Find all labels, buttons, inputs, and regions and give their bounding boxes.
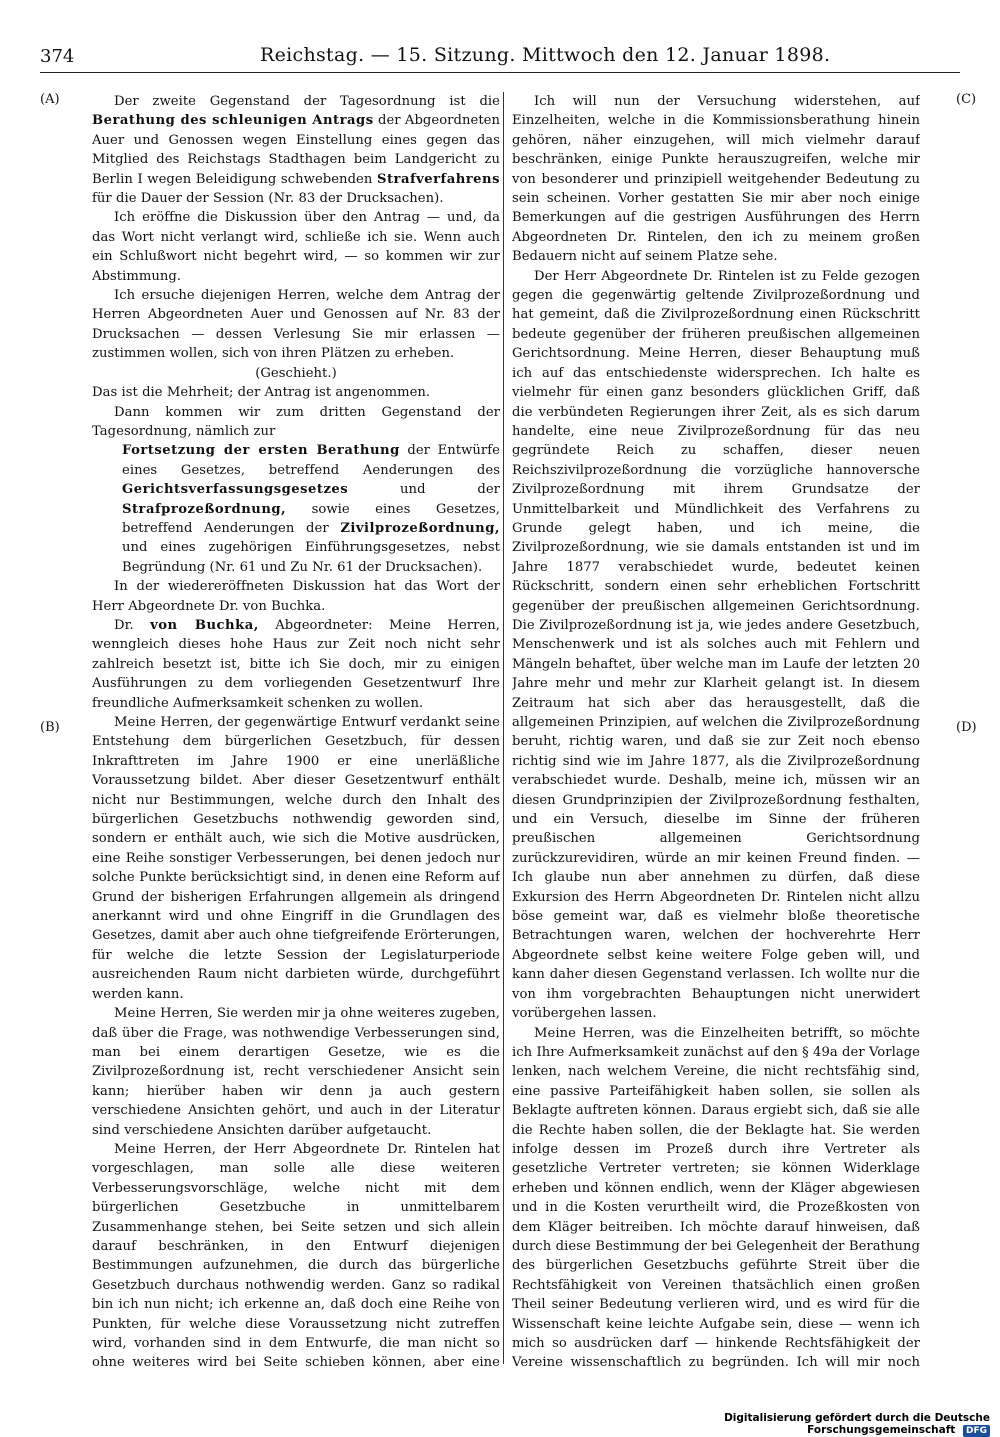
paragraph: Dann kommen wir zum dritten Gegenstand der Tagesordnung, nämlich zur: [92, 404, 500, 439]
right-column: [512, 92, 920, 1372]
paragraph: In der wiedereröffneten Diskussion hat das Wort der Herr Abgeordnete Dr. von Buchka.: [92, 579, 500, 614]
margin-marker-d: (D): [956, 720, 977, 735]
paragraph: Meine Herren, der gegenwärtige Entwurf verdankt seine Entstehung dem bürgerlichen Gesetzbuch, für dessen Inkrafttreten im Jahre 1900 er eine unerläßliche Voraussetzung bildet. Aber dieser Gesetzentwurf enthält nicht nur Bestimmungen, welche durch den Inhalt des bürgerlichen Gesetzbuchs nothwendig geworden sind, sondern er enthält auch, wie sich die Motive ausdrücken, eine Reihe sonstiger Verbesserungen, bei denen jedoch nur solche Punkte berücksichtigt sind, in denen eine Reform auf Grund der bisherigen Erfahrungen allgemein als dringend anerkannt wird und ohne Eingriff in die Grundlagen des Gesetzes, damit aber auch ohne tiefgreifende Erörterungen, für welche die letzte Session der Legislaturperiode ausreichenden Raum nicht darbieten würde, durchgeführt werden kann.: [92, 715, 500, 1002]
footer-credit: [600, 1412, 990, 1437]
paragraph: Ich eröffne die Diskussion über den Antrag — und, da das Wort nicht verlangt wird, schließe ich sie. Wenn auch ein Schlußwort nicht begehrt wird, — so kommen wir zur Abstimmung.: [92, 210, 500, 284]
paragraph: Der zweite Gegenstand der Tagesordnung ist die Berathung des schleunigen Antrags der Abgeordneten Auer und Genossen wegen Einstellung eines gegen das Mitglied des Reichstags Stadthagen beim Landgericht zu Berlin I wegen Beleidigung schwebenden Strafverfahrens für die Dauer der Session (Nr. 83 der Drucksachen).: [92, 94, 500, 207]
paragraph: Ich ersuche diejenigen Herren, welche dem Antrag der Herren Abgeordneten Auer und Genossen auf Nr. 83 der Drucksachen — dessen Verlesung Sie mir erlassen — zustimmen wollen, sich von ihren Plätzen zu erheben.: [92, 288, 500, 362]
running-title: Reichstag. — 15. Sitzung. Mittwoch den 12. Januar 1898.: [260, 44, 831, 66]
agenda-item: Fortsetzung der ersten Berathung der Entwürfe eines Gesetzes, betreffend Aenderungen des Gerichtsverfassungsgesetzes und der Strafprozeßordnung, sowie eines Gesetzes, betreffend Aenderungen der Zivilprozeßordnung, und eines zugehörigen Einführungsgesetzes, nebst Begründung (Nr. 61 und Zu Nr. 61 der Drucksachen).: [122, 443, 500, 575]
margin-marker-a: (A): [40, 92, 60, 107]
page-number: 374: [40, 46, 75, 67]
stage-direction: (Geschieht.): [255, 365, 337, 381]
dfg-logo: DFG: [963, 1425, 990, 1437]
page-header: [40, 40, 960, 73]
margin-marker-c: (C): [956, 92, 977, 107]
left-column: [92, 92, 500, 1372]
paragraph: Meine Herren, was die Einzelheiten betrifft, so möchte ich Ihre Aufmerksamkeit zunächst auf den § 49a der Vorlage lenken, nach welchem Vereine, die nicht rechtsfähig sind, eine passive Parteifähigkeit haben sollen, sie sollen als Beklagte auftreten können. Daraus ergiebt sich, daß sie alle die Rechte haben sollen, die der Beklagte hat. Sie werden infolge dessen im Prozeß durch ihre Vertreter als gesetzliche Vertreter vertreten; sie können Widerklage erheben und können endlich, wenn der Kläger abgewiesen und in die Kosten verurtheilt wird, die Prozeßkosten von dem Kläger beitreiben. Ich möchte darauf hinweisen, daß durch diese Bestimmung der bei Gelegenheit der Berathung des bürgerlichen Gesetzbuchs geführte Streit über die Rechtsfähigkeit von Vereinen thatsächlich einen großen Theil seiner Bedeutung verlieren wird, und es wird für die Wissenschaft keine leichte Aufgabe sein, diese — wenn ich mich so ausdrücken darf — hinkende Rechtsfähigkeit der Vereine wissenschaftlich zu begründen. Ich will mir noch: [512, 1025, 920, 1371]
margin-marker-b: (B): [40, 720, 60, 735]
paragraph: Das ist die Mehrheit; der Antrag ist angenommen.: [92, 385, 431, 401]
paragraph: Meine Herren, der Herr Abgeordnete Dr. Rintelen hat vorgeschlagen, man solle alle diese weiteren Verbesserungsvorschläge, welche nicht mit dem bürgerlichen Gesetzbuche in unmittelbarem Zusammenhange stehen, bei Seite setzen und sich allein darauf beschränken, in den Entwurf diejenigen Bestimmungen aufzunehmen, die durch das bürgerliche Gesetzbuch durchaus nothwendig werden. Ganz so radikal bin ich nun nicht; ich erkenne an, daß doch eine Reihe von Punkten, für welche diese Voraussetzung nicht zutreffen wird, vorhanden sind in dem Entwurfe, die man nicht so ohne weiteres wird bei Seite schieben können, aber eine: [92, 1141, 500, 1371]
paragraph: Der Herr Abgeordnete Dr. Rintelen ist zu Felde gezogen gegen die gegenwärtig geltende Zivilprozeßordnung und hat gemeint, daß die Zivilprozeßordnung einen Rückschritt bedeute gegenüber der früheren preußischen allgemeinen Gerichtsordnung. Meine Herren, dieser Behauptung muß ich auf das entschiedenste widersprechen. Ich halte es vielmehr für einen ganz besonders glücklichen Griff, daß die verbündeten Regierungen ihrer Zeit, als es sich darum handelte, eine neue Zivilprozeßordnung für das neu gegründete Reich zu schaffen, dieser neuen Reichszivilprozeßordnung die vorzügliche hannoversche Zivilprozeßordnung mit ihrem Grundsatze der Unmittelbarkeit und Mündlichkeit des Verfahrens zu Grunde gelegt haben, und ich meine, die Zivilprozeßordnung, wie sie damals entstanden ist und im Jahre 1877 verabschiedet wurde, bedeutet keinen Rückschritt, sondern einen sehr erheblichen Fortschritt gegenüber der preußischen allgemeinen Gerichtsordnung. Die Zivilprozeßordnung ist ja, wie jedes andere Gesetzbuch, Menschenwerk und ist als solches auch mit Fehlern und Mängeln behaftet, über welche man im Laufe der letzten 20 Jahre mehr und mehr zur Klarheit gelangt ist. In diesem Zeitraum hat sich aber das herausgestellt, daß die allgemeinen Prinzipien, auf welchen die Zivilprozeßordnung beruht, richtig waren, und daß sie zur Zeit noch ebenso richtig sind wie im Jahre 1877, als die Zivilprozeßordnung verabschiedet wurde. Deshalb, meine ich, müssen wir an diesen Grundprinzipien der Zivilprozeßordnung festhalten, und ein Versuch, dieselbe im Sinne der früheren preußischen allgemeinen Gerichtsordnung zurückzurevidiren, würde an mir keinen Freund finden. — Ich glaube nun aber annehmen zu dürfen, daß diese Exkursion des Herrn Abgeordneten Dr. Rintelen nicht allzu böse gemeint war, daß es vielmehr bloße theoretische Betrachtungen waren, welchen der hochverehrte Herr Abgeordnete selbst keine weitere Folge geben will, und kann daher diesen Gegenstand verlassen. Ich wollte nur die von ihm vorgebrachten Behauptungen nicht unerwidert vorübergehen lassen.: [512, 268, 920, 1022]
footer-text: Digitalisierung gefördert durch die Deutsche Forschungsgemeinschaft: [724, 1412, 990, 1436]
speech-paragraph: Dr. von Buchka, Abgeordneter: Meine Herren, wenngleich dieses hohe Haus zur Zeit noch nicht sehr zahlreich besetzt ist, bitte ich Sie doch, mir zu einigen Ausführungen zu dem vorliegenden Gesetzentwurf Ihre freundliche Aufmerksamkeit schenken zu wollen.: [92, 617, 500, 711]
paragraph: Meine Herren, Sie werden mir ja ohne weiteres zugeben, daß über die Frage, was nothwendige Verbesserungen sind, man bei einem derartigen Gesetze, wie es die Zivilprozeßordnung ist, recht verschiedener Ansicht sein kann; hierüber haben wir denn ja auch gestern verschiedene Ansichten gehört, und auch in der Literatur sind verschiedene Ansichten darüber aufgetaucht.: [92, 1006, 500, 1138]
paragraph: Ich will nun der Versuchung widerstehen, auf Einzelheiten, welche in die Kommissionsberathung hinein gehören, näher einzugehen, will mich vielmehr darauf beschränken, einige Punkte herauszugreifen, welche mir von besonderer und prinzipiell weitgehender Bedeutung zu sein scheinen. Vorher gestatten Sie mir aber noch einige Bemerkungen auf die gestrigen Ausführungen des Herrn Abgeordneten Dr. Rintelen, den ich zu meinem großen Bedauern nicht auf seinem Platze sehe.: [512, 94, 920, 265]
column-divider: [503, 92, 504, 1364]
